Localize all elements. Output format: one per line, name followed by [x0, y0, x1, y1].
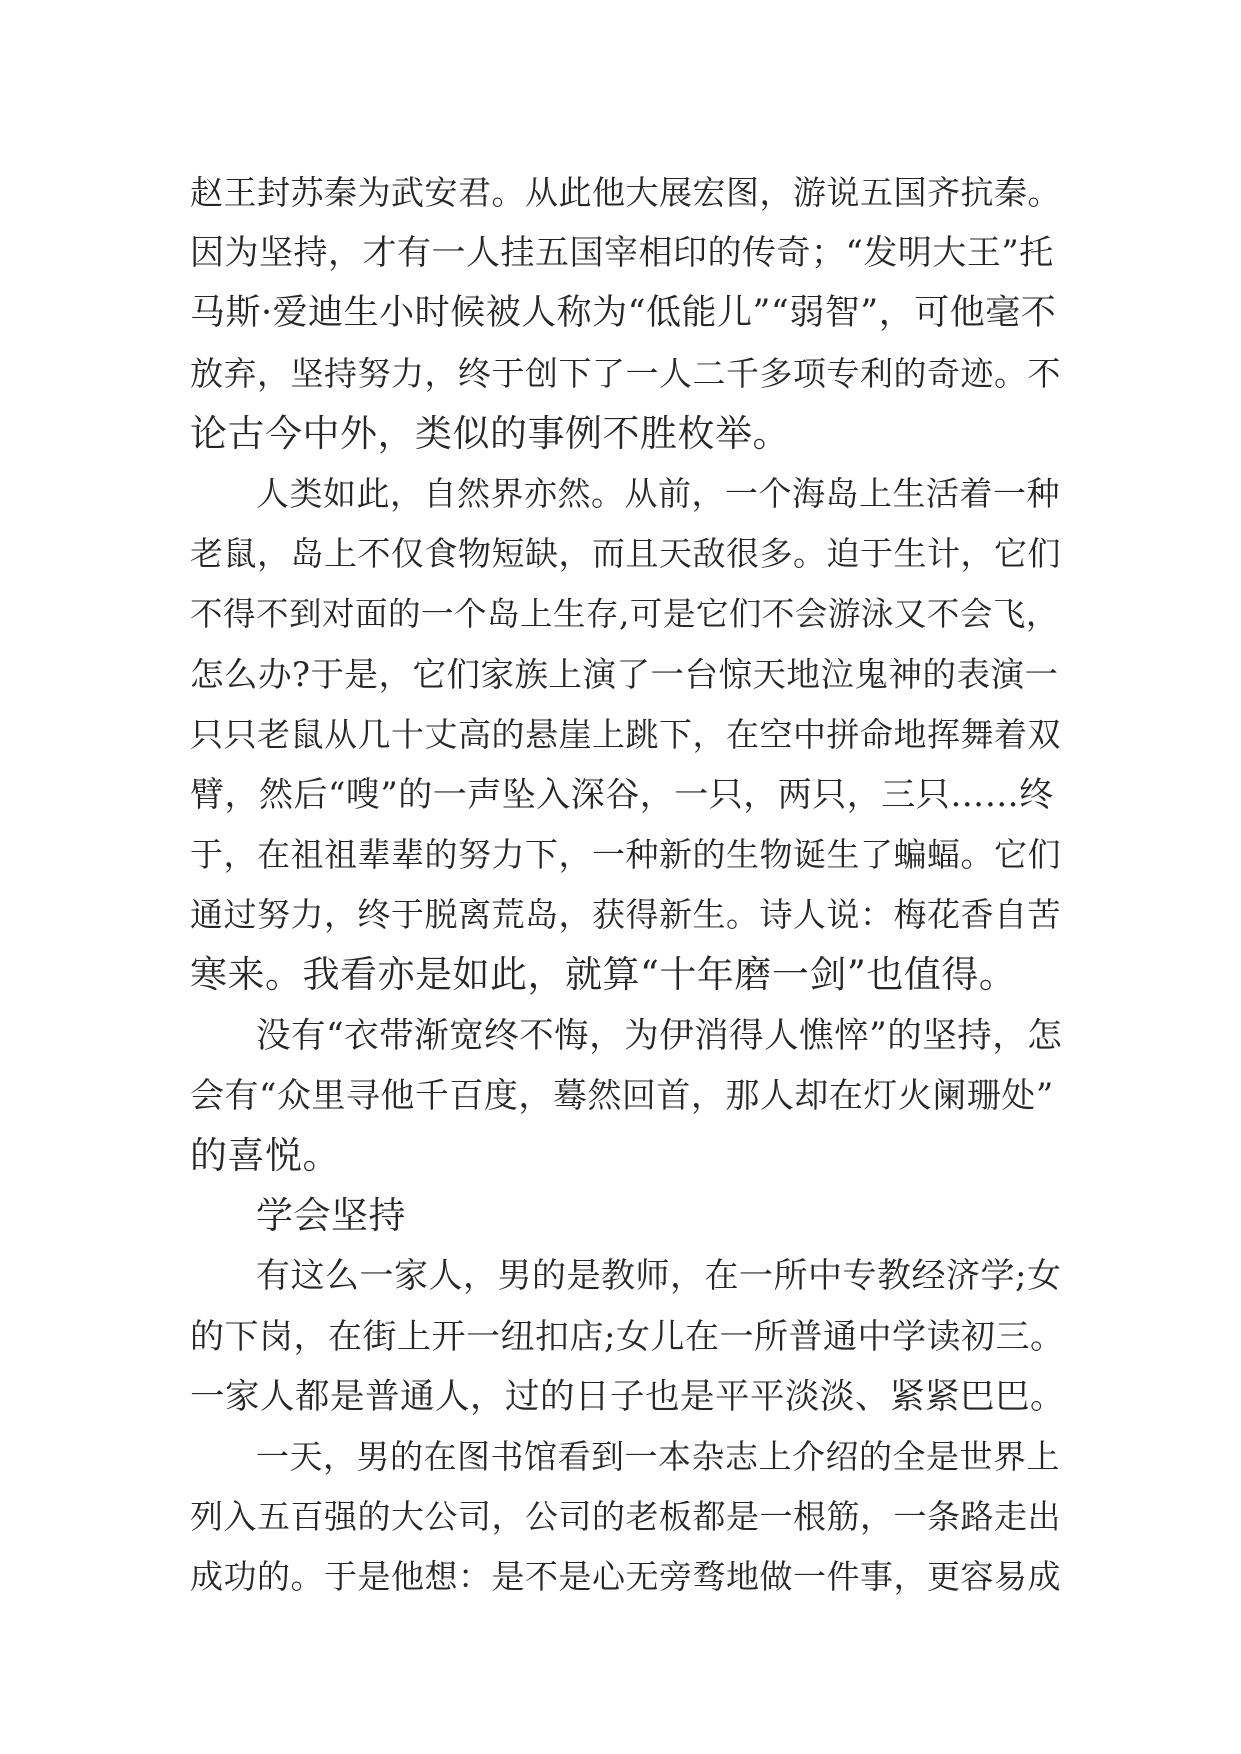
text-line: 会有“众里寻他千百度，蓦然回首，那人却在灯火阑珊处” — [190, 1075, 1054, 1116]
text-line: 有这么一家人，男的是教师，在一所中专教经济学;女 — [256, 1256, 1062, 1297]
section-heading: 学会坚持 — [256, 1194, 406, 1238]
text-line: 怎么办?于是，它们家族上演了一台惊天地泣鬼神的表演一 — [190, 654, 1059, 694]
text-line: 的喜悦。 — [190, 1134, 340, 1177]
text-line: 马斯·爱迪生小时候被人称为“低能儿”“弱智”，可他毫不 — [190, 293, 1057, 334]
text-line: 没有“衣带渐宽终不悔，为伊消得人憔悴”的坚持，怎 — [256, 1015, 1063, 1056]
text-line: 放弃，坚持努力，终于创下了一人二千多项专利的奇迹。不 — [190, 353, 1061, 393]
text-line: 于，在祖祖辈辈的努力下，一种新的生物诞生了蝙蝠。它们 — [190, 835, 1061, 875]
text-line: 论古今中外，类似的事例不胜枚举。 — [190, 411, 790, 455]
text-line: 老鼠，岛上不仅食物短缺，而且天敌很多。迫于生计，它们 — [190, 534, 1061, 574]
text-line: 不得不到对面的一个岛上生存,可是它们不会游泳又不会飞， — [190, 595, 1059, 634]
text-line: 因为坚持，才有一人挂五国宰相印的传奇；“发明大王”托 — [190, 233, 1054, 274]
text-line: 一家人都是普通人，过的日子也是平平淡淡、紧紧巴巴。 — [190, 1376, 1065, 1417]
text-line: 只只老鼠从几十丈高的悬崖上跳下，在空中拼命地挥舞着双 — [190, 714, 1061, 754]
text-line: 寒来。我看亦是如此，就算“十年磨一剑”也值得。 — [190, 953, 1017, 997]
text-line: 通过努力，终于脱离荒岛，获得新生。诗人说：梅花香自苦 — [190, 895, 1061, 935]
text-line: 列入五百强的大公司，公司的老板都是一根筋，一条路走出 — [190, 1497, 1061, 1537]
text-line: 赵王封苏秦为武安君。从此他大展宏图，游说五国齐抗秦。 — [190, 173, 1061, 212]
text-line: 臂，然后“嗖”的一声坠入深谷，一只，两只，三只……终 — [190, 774, 1054, 815]
document-body — [190, 163, 1065, 1608]
text-line: 的下岗，在街上开一纽扣店;女儿在一所普通中学读初三。 — [190, 1316, 1065, 1357]
text-line: 成功的。于是他想：是不是心无旁骛地做一件事，更容易成 — [190, 1557, 1061, 1597]
text-line: 人类如此，自然界亦然。从前，一个海岛上生活着一种 — [256, 473, 1060, 513]
text-line: 一天，男的在图书馆看到一本杂志上介绍的全是世界上 — [256, 1436, 1060, 1476]
